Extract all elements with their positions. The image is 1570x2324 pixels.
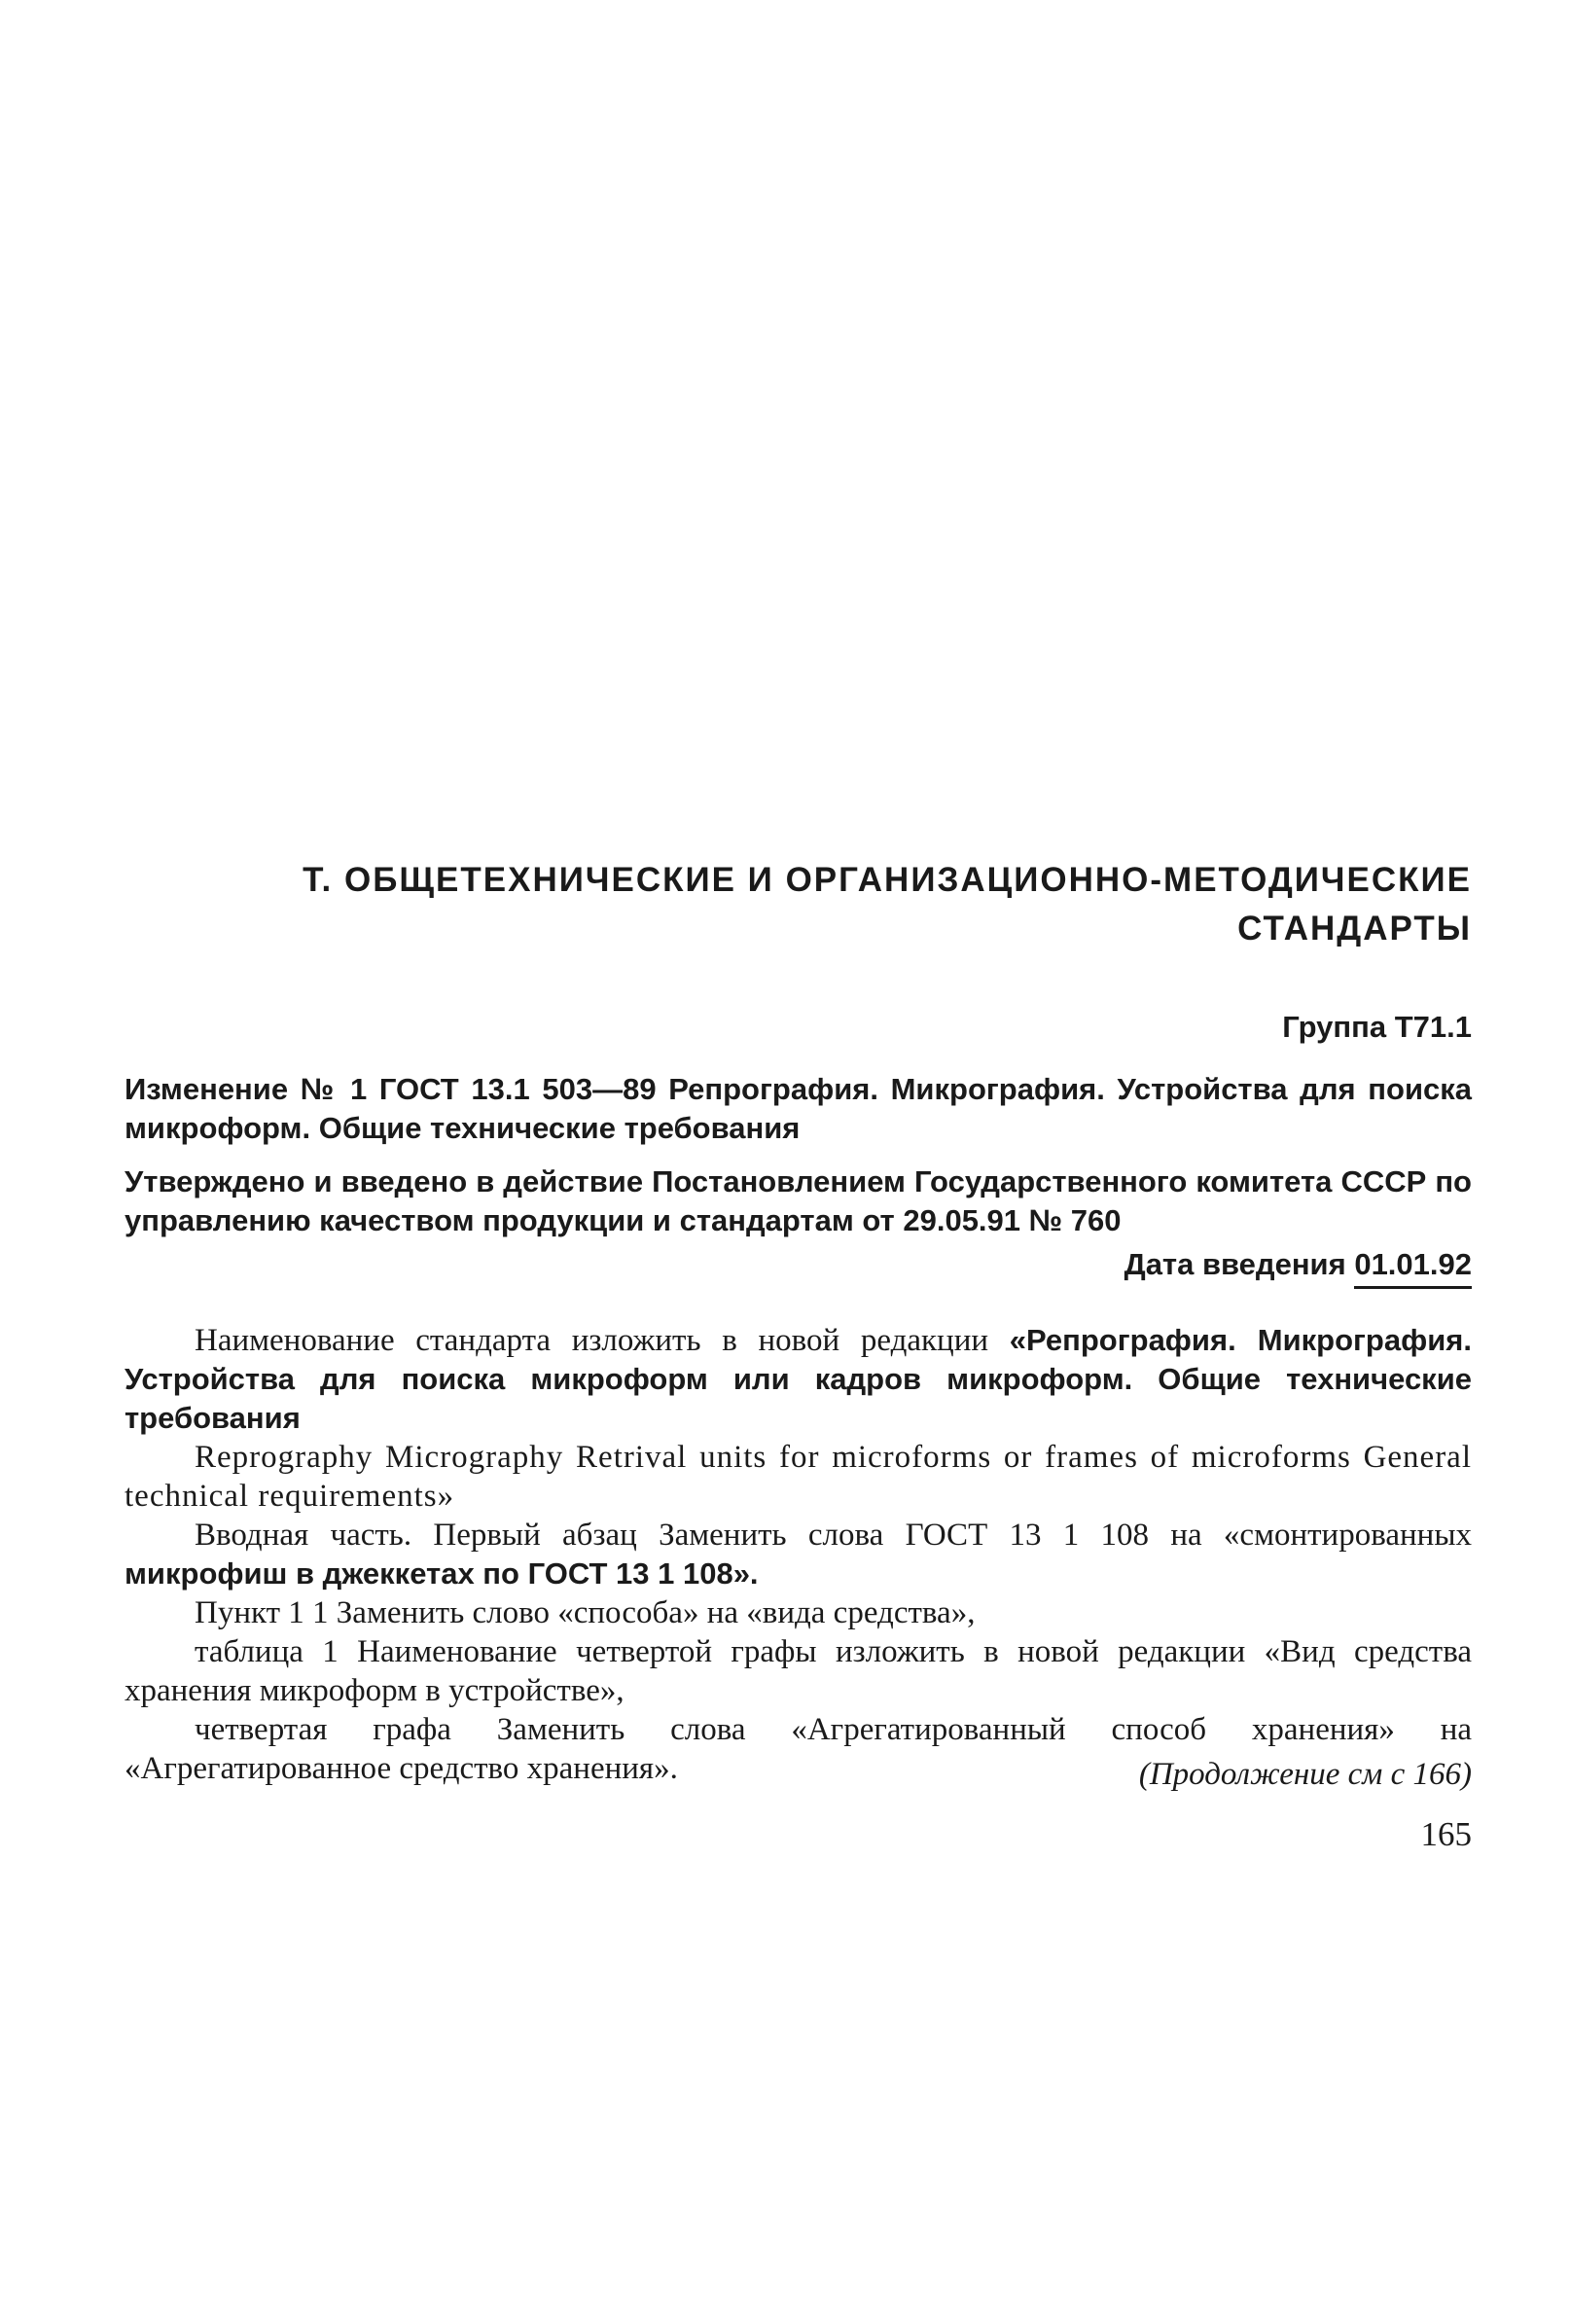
paragraph-introductory-part: [125, 1516, 1472, 1593]
paragraph-introductory-part-bold: микрофиш в джеккетах по ГОСТ 13 1 108».: [125, 1556, 759, 1591]
paragraph-new-title: [125, 1321, 1472, 1438]
introduction-date: [125, 1245, 1472, 1289]
page-number: 165: [1420, 1815, 1472, 1853]
group-label: Группа Т71.1: [1282, 1010, 1472, 1044]
continuation-note: (Продолжение см с 166): [1138, 1757, 1472, 1792]
paragraph-introductory-part-text: Вводная часть. Первый абзац Заменить слова ГОСТ 13 1 108 на «смонтированных: [195, 1518, 1472, 1553]
paragraph-table-1: таблица 1 Наименование четвертой графы изложить в новой редакции «Вид средства хранения микроформ в устройстве»,: [125, 1634, 1472, 1708]
section-title: [125, 856, 1472, 953]
paragraph-fourth-column: четвертая графа Заменить слова «Агрегатированный способ хранения» на «Агрегатированное средство хранения».: [125, 1712, 1472, 1786]
amendment-body: [125, 1321, 1472, 1788]
introduction-date-label: Дата введения: [1124, 1247, 1355, 1281]
section-title-line-2: СТАНДАРТЫ: [1237, 910, 1472, 947]
paragraph-clause-1-1: Пункт 1 1 Заменить слово «способа» на «вида средства»,: [195, 1595, 976, 1630]
paragraph-new-title-text: Наименование стандарта изложить в новой редакции: [195, 1323, 1010, 1358]
paragraph-new-title-bold: «Репрография. Микрография. Устройства для поиска микроформ или кадров микроформ. Общие технические требования: [125, 1323, 1472, 1435]
amendment-heading: Изменение № 1 ГОСТ 13.1 503—89 Репрография. Микрография. Устройства для поиска микроформ. Общие технические требования: [125, 1072, 1472, 1145]
approval-statement: Утверждено и введено в действие Постановлением Государственного комитета СССР по управлению качеством продукции и стандартам от 29.05.91 № 760: [125, 1164, 1472, 1237]
paragraph-english-title: Reprography Micrography Retrival units for microforms or frames of microforms General technical requirements»: [125, 1440, 1472, 1514]
introduction-date-value: 01.01.92: [1354, 1245, 1472, 1289]
section-title-line-1: Т. ОБЩЕТЕХНИЧЕСКИЕ И ОРГАНИЗАЦИОННО-МЕТОДИЧЕСКИЕ: [303, 861, 1472, 899]
